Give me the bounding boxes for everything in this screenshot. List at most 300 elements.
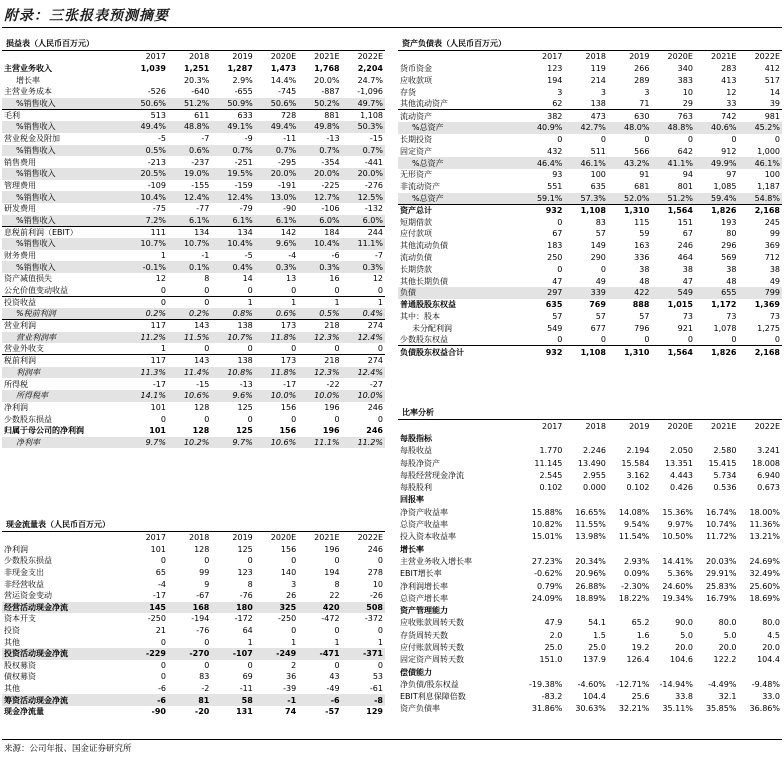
- value-cell: 0.2%: [168, 308, 211, 320]
- value-cell: [564, 432, 608, 444]
- value-cell: 11.55%: [575, 520, 606, 530]
- value-cell: 125: [236, 426, 253, 436]
- value-cell: 0: [774, 335, 780, 345]
- table-row: [398, 98, 782, 110]
- value-cell: [521, 666, 565, 678]
- value-cell: 128: [194, 402, 210, 412]
- value-cell: 0: [291, 414, 297, 424]
- table-row: [2, 602, 385, 614]
- row-label: 净利润: [4, 544, 28, 554]
- value-cell: 0: [160, 637, 166, 647]
- value-cell: 511: [590, 146, 606, 156]
- value-cell: 7.2%: [125, 215, 168, 227]
- table-row: [398, 322, 782, 334]
- value-cell: 340: [677, 64, 693, 74]
- row-label: 应付账款周转天数: [400, 642, 464, 652]
- year-header-row: [398, 51, 782, 63]
- row-label: 资本开支: [4, 614, 36, 624]
- value-cell: 635: [545, 300, 563, 310]
- value-cell: 1.6: [636, 630, 650, 640]
- value-cell: 31.86%: [531, 704, 563, 714]
- year-header-cell: 2017: [145, 52, 166, 62]
- value-cell: 0: [644, 335, 650, 345]
- table-row: [2, 261, 385, 273]
- value-cell: 36: [285, 672, 297, 682]
- value-cell: 881: [298, 109, 341, 121]
- value-cell: 49.4%: [255, 121, 298, 133]
- value-cell: 156: [280, 544, 297, 554]
- value-cell: 1.5: [593, 630, 606, 640]
- value-cell: 57: [552, 311, 563, 321]
- value-cell: 0: [377, 556, 383, 566]
- year-header-row: [398, 420, 782, 432]
- table-row: [2, 74, 385, 86]
- value-cell: -11: [283, 134, 297, 144]
- value-cell: 0.4%: [211, 261, 254, 273]
- row-label: 每股收益: [400, 446, 432, 456]
- value-cell: 0: [160, 285, 166, 295]
- row-label: 流动负债: [400, 252, 432, 262]
- value-cell: 49.8%: [298, 121, 341, 133]
- value-cell: 49: [595, 276, 606, 286]
- value-cell: -15: [196, 379, 210, 389]
- value-cell: -276: [364, 180, 383, 190]
- value-cell: 0.2%: [125, 308, 168, 320]
- value-cell: 58: [211, 694, 254, 706]
- row-label: %销售收入: [2, 215, 125, 227]
- value-cell: 1,826: [695, 346, 739, 358]
- value-cell: 0: [557, 264, 563, 274]
- value-cell: 48: [726, 276, 737, 286]
- row-label: 净资产收益率: [400, 507, 448, 517]
- table-row: [2, 320, 385, 332]
- value-cell: 11.4%: [168, 367, 211, 379]
- value-cell: 52.0%: [608, 193, 652, 205]
- row-label: 投资收益: [2, 296, 125, 308]
- year-header-blank: [2, 51, 125, 63]
- table-row: [2, 86, 385, 98]
- table-row: [2, 180, 385, 192]
- value-cell: 214: [590, 75, 606, 85]
- value-cell: 184: [298, 226, 341, 238]
- value-cell: 0: [557, 134, 563, 144]
- value-cell: 274: [342, 320, 385, 332]
- value-cell: 0.5%: [125, 145, 168, 157]
- value-cell: 0: [334, 344, 340, 354]
- row-label: 无形资产: [400, 170, 432, 180]
- table-row: [2, 191, 385, 203]
- table-row: [398, 629, 782, 641]
- row-label: 负债股东权益合计: [398, 346, 521, 358]
- value-cell: 3.241: [757, 446, 780, 456]
- year-header-cell: 2021E: [314, 52, 340, 62]
- value-cell: 0: [247, 285, 253, 295]
- value-cell: 6.940: [757, 470, 780, 480]
- row-label: 投资活动现金净流: [2, 648, 125, 660]
- value-cell: 32.21%: [618, 704, 650, 714]
- value-cell: -441: [364, 157, 383, 167]
- value-cell: 123: [237, 568, 253, 578]
- table-row: [398, 287, 782, 299]
- value-cell: 54.1: [588, 618, 606, 628]
- value-cell: 932: [521, 204, 565, 216]
- income-statement-section: [2, 37, 385, 448]
- value-cell: 12: [155, 274, 166, 284]
- value-cell: 20.96%: [575, 569, 606, 579]
- value-cell: 0: [334, 285, 340, 295]
- value-cell: 46.1%: [564, 157, 608, 169]
- value-cell: 46.4%: [521, 157, 565, 169]
- row-label: 短期借款: [400, 217, 432, 227]
- year-header-cell: 2017: [542, 52, 563, 62]
- value-cell: 156: [280, 402, 297, 412]
- value-cell: 0: [160, 660, 166, 670]
- value-cell: 6.1%: [255, 215, 298, 227]
- value-cell: 0: [204, 637, 210, 647]
- value-cell: 163: [634, 241, 650, 251]
- value-cell: 11.2%: [342, 437, 385, 449]
- value-cell: 1,287: [227, 64, 253, 74]
- value-cell: 290: [590, 252, 606, 262]
- value-cell: 0.7%: [211, 145, 254, 157]
- table-row: [2, 367, 385, 379]
- value-cell: 54.8%: [738, 193, 782, 205]
- value-cell: 566: [634, 146, 650, 156]
- balance-sheet-header: 资产负债表（人民币百万元）: [398, 37, 782, 51]
- value-cell: 20.0%: [314, 75, 340, 85]
- table-row: [2, 413, 385, 425]
- value-cell: [695, 432, 739, 444]
- row-label: 营业外收支: [4, 344, 44, 354]
- table-row: [2, 203, 385, 215]
- row-label: 其他: [4, 684, 20, 694]
- value-cell: -13: [239, 379, 253, 389]
- row-label: 管理费用: [4, 180, 36, 190]
- value-cell: 9.54%: [624, 520, 650, 530]
- table-row: [398, 506, 782, 518]
- value-cell: 0.3%: [342, 261, 385, 273]
- value-cell: -49: [326, 684, 340, 694]
- value-cell: 0: [334, 414, 340, 424]
- row-label: 现金净流量: [4, 707, 44, 717]
- value-cell: 1,768: [314, 64, 340, 74]
- value-cell: -4.60%: [577, 679, 606, 689]
- value-cell: 128: [192, 426, 210, 436]
- value-cell: 763: [651, 110, 695, 122]
- value-cell: 14.41%: [662, 556, 693, 566]
- table-row: [398, 275, 782, 287]
- year-header-cell: 2019: [629, 421, 650, 431]
- value-cell: -194: [191, 614, 210, 624]
- row-label: 销售费用: [4, 157, 36, 167]
- value-cell: 1,826: [695, 204, 739, 216]
- row-label: 其中：股本: [400, 311, 440, 321]
- table-row: [398, 445, 782, 457]
- value-cell: 3: [557, 87, 563, 97]
- value-cell: 9.97%: [667, 520, 693, 530]
- row-label: 每股股利: [400, 483, 432, 493]
- value-cell: 73: [682, 311, 693, 321]
- value-cell: 57: [595, 229, 606, 239]
- value-cell: 549: [547, 323, 563, 333]
- row-label: 非现金支出: [4, 568, 44, 578]
- value-cell: 59: [639, 229, 650, 239]
- value-cell: 0: [377, 660, 383, 670]
- value-cell: 20.0: [718, 642, 737, 652]
- row-label: 净利润: [4, 402, 28, 412]
- value-cell: 4.5: [767, 630, 780, 640]
- value-cell: 742: [695, 110, 739, 122]
- value-cell: 57: [639, 311, 650, 321]
- table-row: [2, 683, 385, 695]
- value-cell: 0: [291, 285, 297, 295]
- value-cell: 12.4%: [342, 332, 385, 344]
- value-cell: -0.62%: [534, 569, 563, 579]
- value-cell: 50.6%: [125, 98, 168, 110]
- value-cell: 50.9%: [211, 98, 254, 110]
- value-cell: 5.0: [723, 630, 737, 640]
- value-cell: 0.3%: [298, 261, 341, 273]
- table-row: [2, 145, 385, 157]
- value-cell: 104.4: [583, 692, 606, 702]
- value-cell: [738, 604, 782, 616]
- value-cell: -472: [321, 614, 340, 624]
- row-label: 偿债能力: [400, 667, 432, 677]
- value-cell: 10.50%: [662, 532, 693, 542]
- table-row: [398, 63, 782, 75]
- value-cell: 12.3%: [298, 367, 341, 379]
- source-divider: [2, 739, 782, 740]
- value-cell: 420: [298, 602, 341, 614]
- value-cell: 11.8%: [255, 332, 298, 344]
- value-cell: 245: [764, 217, 780, 227]
- value-cell: 33.0: [762, 692, 780, 702]
- value-cell: 125: [237, 402, 253, 412]
- value-cell: -13: [326, 134, 340, 144]
- value-cell: 21: [155, 626, 166, 636]
- value-cell: 0: [204, 285, 210, 295]
- value-cell: 20.34%: [575, 556, 606, 566]
- value-cell: 11.8%: [255, 367, 298, 379]
- table-row: [398, 110, 782, 122]
- value-cell: 19.0%: [168, 168, 211, 180]
- year-header-blank: [398, 51, 521, 63]
- row-label: 货币资金: [400, 64, 432, 74]
- value-cell: 2.580: [713, 446, 737, 456]
- row-label: EBIT利息保障倍数: [400, 692, 466, 702]
- value-cell: 104.4: [757, 655, 780, 665]
- value-cell: 24.09%: [531, 593, 563, 603]
- value-cell: 0: [377, 285, 383, 295]
- value-cell: -250: [278, 614, 297, 624]
- value-cell: 18.89%: [575, 593, 606, 603]
- value-cell: -745: [278, 87, 297, 97]
- table-row: [2, 273, 385, 285]
- row-label: 筹资活动现金净流: [2, 694, 125, 706]
- value-cell: -270: [168, 648, 211, 660]
- value-cell: 151.0: [539, 655, 563, 665]
- value-cell: 19.5%: [211, 168, 254, 180]
- table-row: [398, 555, 782, 567]
- value-cell: 0: [291, 344, 297, 354]
- row-label: %税前利润: [2, 308, 125, 320]
- row-label: 财务费用: [4, 251, 36, 261]
- table-row: [2, 590, 385, 602]
- value-cell: 1.770: [539, 446, 563, 456]
- value-cell: [608, 543, 652, 555]
- value-cell: 69: [242, 672, 253, 682]
- value-cell: 15.01%: [531, 532, 563, 542]
- value-cell: 250: [547, 252, 563, 262]
- value-cell: 196: [324, 402, 340, 412]
- value-cell: 123: [547, 64, 563, 74]
- value-cell: 12.7%: [298, 191, 341, 203]
- value-cell: [521, 494, 565, 506]
- value-cell: 38: [682, 264, 693, 274]
- value-cell: 10.0%: [255, 390, 298, 402]
- year-header-cell: 2021E: [711, 421, 737, 431]
- value-cell: 138: [590, 99, 606, 109]
- value-cell: 49.1%: [211, 121, 254, 133]
- value-cell: 246: [367, 544, 383, 554]
- value-cell: -109: [147, 180, 166, 190]
- value-cell: 274: [342, 355, 385, 367]
- value-cell: 1,310: [608, 204, 652, 216]
- row-label: 每股净资产: [400, 458, 440, 468]
- value-cell: 59.4%: [695, 193, 739, 205]
- year-header-blank: [398, 420, 521, 432]
- value-cell: 0.3%: [255, 261, 298, 273]
- value-cell: 40.6%: [695, 122, 739, 134]
- value-cell: 2,168: [738, 346, 782, 358]
- value-cell: 57.3%: [564, 193, 608, 205]
- row-label: %销售收入: [2, 98, 125, 110]
- table-row: [398, 666, 782, 678]
- value-cell: 633: [211, 109, 254, 121]
- value-cell: 126.4: [626, 655, 650, 665]
- row-label: 其他: [4, 637, 20, 647]
- row-label: 营业利润: [2, 320, 125, 332]
- value-cell: 1: [377, 637, 383, 647]
- row-label: 总资产收益率: [400, 520, 448, 530]
- value-cell: [651, 666, 695, 678]
- table-row: [2, 613, 385, 625]
- value-cell: 51.2%: [168, 98, 211, 110]
- row-label: 每股指标: [400, 433, 432, 443]
- value-cell: 11.2%: [125, 332, 168, 344]
- value-cell: -372: [364, 614, 383, 624]
- table-row: [2, 648, 385, 660]
- value-cell: 14.4%: [270, 75, 297, 85]
- year-header-cell: 2021E: [711, 52, 737, 62]
- value-cell: 38: [726, 264, 737, 274]
- value-cell: 0.7%: [298, 145, 341, 157]
- value-cell: 2.93%: [624, 556, 650, 566]
- row-label: 其他流动资产: [400, 99, 448, 109]
- value-cell: 3: [644, 87, 650, 97]
- row-label: 应收款项: [400, 75, 432, 85]
- value-cell: 2,168: [738, 204, 782, 216]
- value-cell: 10.4%: [211, 238, 254, 250]
- value-cell: 0: [168, 296, 211, 308]
- value-cell: -225: [321, 180, 340, 190]
- value-cell: 4.443: [670, 470, 693, 480]
- table-row: [398, 592, 782, 604]
- table-row: [398, 157, 782, 169]
- value-cell: 1,085: [713, 182, 737, 192]
- value-cell: 131: [236, 707, 253, 717]
- value-cell: 134: [211, 226, 254, 238]
- value-cell: -172: [234, 614, 253, 624]
- value-cell: -39: [283, 684, 297, 694]
- balance-sheet-section: [398, 37, 782, 358]
- table-row: [2, 567, 385, 579]
- value-cell: [695, 494, 739, 506]
- value-cell: 104.6: [670, 655, 693, 665]
- value-cell: 24.7%: [357, 75, 383, 85]
- value-cell: 11.1%: [342, 238, 385, 250]
- value-cell: 0: [247, 556, 253, 566]
- value-cell: [651, 494, 695, 506]
- row-label: %销售收入: [2, 261, 125, 273]
- value-cell: 129: [366, 707, 383, 717]
- value-cell: 382: [521, 110, 565, 122]
- row-label: %总资产: [398, 193, 521, 205]
- value-cell: 10.8%: [211, 367, 254, 379]
- table-row: [398, 145, 782, 157]
- value-cell: 1: [160, 344, 166, 354]
- value-cell: [695, 604, 739, 616]
- value-cell: 1,108: [342, 109, 385, 121]
- value-cell: 47.9: [544, 618, 563, 628]
- table-row: [2, 285, 385, 297]
- value-cell: 9.6%: [255, 238, 298, 250]
- value-cell: 508: [342, 602, 385, 614]
- value-cell: -887: [321, 87, 340, 97]
- row-label: 主营业务成本: [4, 87, 52, 97]
- table-row: [2, 215, 385, 227]
- year-header-cell: 2018: [189, 52, 210, 62]
- value-cell: 180: [211, 602, 254, 614]
- value-cell: 0: [334, 556, 340, 566]
- value-cell: 149: [590, 241, 606, 251]
- value-cell: 20.0: [675, 642, 693, 652]
- value-cell: 193: [721, 217, 737, 227]
- row-label: 归属于母公司的净利润: [4, 426, 84, 436]
- value-cell: -213: [147, 157, 166, 167]
- value-cell: -90: [283, 204, 297, 214]
- value-cell: 100: [590, 170, 606, 180]
- value-cell: 10.2%: [168, 437, 211, 449]
- value-cell: 0: [644, 134, 650, 144]
- row-label: %销售收入: [2, 191, 125, 203]
- row-label: 未分配利润: [412, 323, 452, 333]
- value-cell: 99: [199, 568, 210, 578]
- value-cell: 20.0%: [298, 168, 341, 180]
- value-cell: 1,564: [651, 346, 695, 358]
- value-cell: 549: [651, 287, 695, 299]
- cashflow-statement-section: [2, 518, 385, 718]
- row-label: 非经营收益: [4, 579, 44, 589]
- value-cell: 80: [726, 229, 737, 239]
- value-cell: 1,369: [754, 300, 780, 310]
- table-row: [2, 98, 385, 110]
- value-cell: 128: [194, 544, 210, 554]
- table-row: [398, 299, 782, 311]
- year-header-cell: 2020E: [270, 533, 297, 543]
- value-cell: 90.0: [675, 618, 693, 628]
- ratio-analysis-table: [398, 420, 782, 715]
